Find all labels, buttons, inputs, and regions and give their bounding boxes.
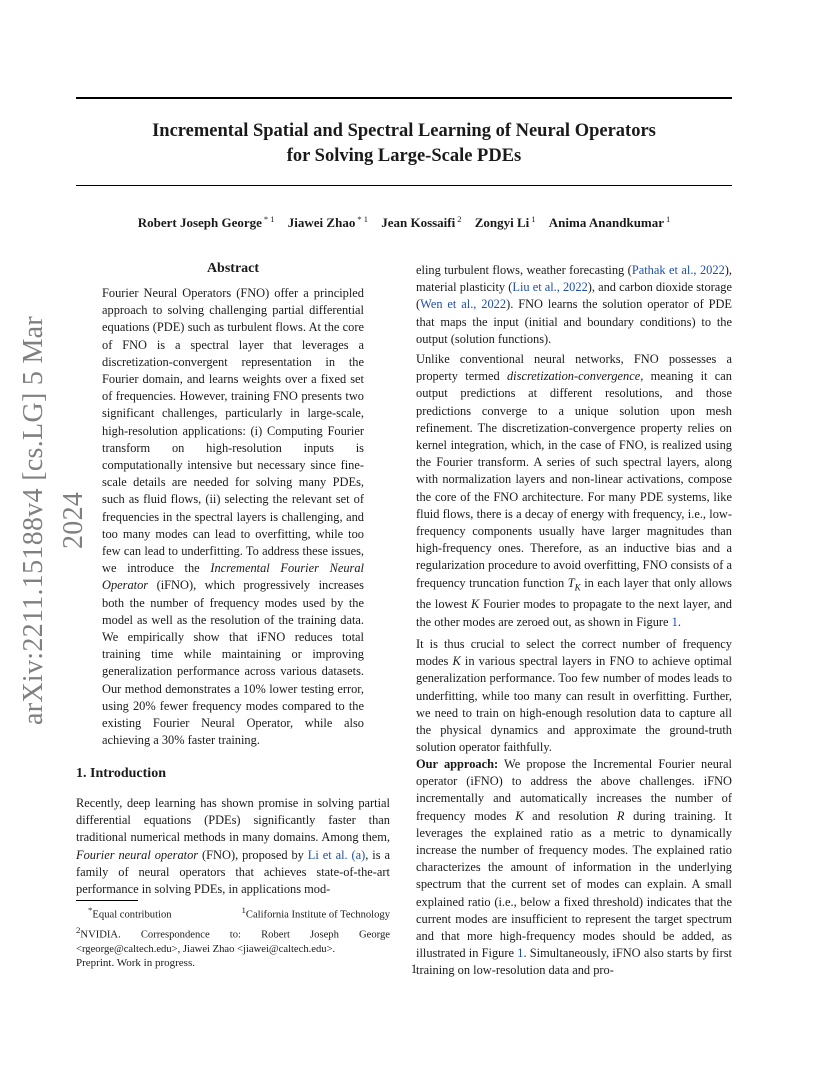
- author: Jiawei Zhao $^{* 1}$: [287, 214, 368, 231]
- citation-link[interactable]: Pathak et al., 2022: [631, 263, 725, 277]
- right-paragraph-3: It is thus crucial to select the correct number of frequency modes K in various spectral layers in FNO to achieve optimal generalization performance. Too few number of modes leads to underfitting, while too many can result in overfitting. Further, we need to train on high-enough resolution data to capture all the physical dynamics and approximate the ground-truth solution operator faithfully.: [416, 637, 733, 755]
- paragraph-lead: Our approach:: [416, 757, 499, 771]
- author: Jean Kossaifi $^2$: [381, 214, 462, 231]
- arxiv-identifier: arXiv:2211.15188v4 [cs.LG] 5 Mar 2024: [18, 315, 89, 725]
- title-line-1: Incremental Spatial and Spectral Learning of Neural Operators: [152, 121, 656, 141]
- figure-link[interactable]: 1: [671, 614, 678, 629]
- math-symbol: T: [567, 575, 575, 590]
- introduction-text: Recently, deep learning has shown promise in solving partial differential equations (PDEs) significantly faster than traditional numerical methods in many domains. Among them, Fourier neural operator (FNO), proposed by Li et al. (a), is a family of neural operators that achieves state-of-the-art performance in solving PDEs, in applications mod-: [76, 796, 390, 897]
- footnote-rule: [76, 900, 138, 901]
- title-line-2: for Solving Large-Scale PDEs: [286, 146, 522, 166]
- math-symbol: K: [471, 597, 480, 612]
- footnote-line-1: *Equal contribution $^1$California Institute of Technology: [88, 905, 390, 921]
- title-rule-top: [76, 97, 732, 99]
- right-paragraph-2: Unlike conventional neural networks, FNO possesses a property termed discretization-convergence, meaning it can output predictions at different resolutions, and those predictions converge to a unique solution upon mesh refinement. The discretization-convergence property relies on kernel integration, which, in the case of FNO, is realized using the Fourier transform. A series of such spectral layers, along with normalization layers and non-linear activations, compose the core of the FNO architecture. For many PDE systems, like fluid flows, there is a decay of energy with frequency, i.e., low-frequency components usually have larger magnitudes than high-frequency ones. Therefore, as an inductive bias and a regularization procedure to avoid overfitting, FNO consists of a frequency truncation function $T_K$ in each layer that only allows the lowest K Fourier modes to propagate to the next layer, and the other modes are zeroed out, as shown in Figure 1.: [416, 352, 732, 629]
- citation-link[interactable]: Liu et al., 2022: [512, 280, 588, 295]
- author: Robert Joseph George $^{* 1}$: [137, 214, 275, 231]
- right-paragraph-1: eling turbulent flows, weather forecasting (Pathak et al., 2022), material plasticity (Liu et al., 2022), and carbon dioxide storage (Wen et al., 2022). FNO learns the solution operator of PDE that maps the input (initial and boundary conditions) to the output (solution functions).: [416, 263, 732, 346]
- author-list: [76, 214, 732, 231]
- citation-link[interactable]: Wen et al., 2022: [420, 297, 507, 312]
- author: Zongyi Li $^1$: [474, 214, 536, 231]
- introduction-heading: 1. Introduction: [76, 766, 166, 781]
- math-symbol: R: [616, 808, 625, 823]
- figure-link[interactable]: 1: [517, 946, 524, 961]
- abstract-text: Fourier Neural Operators (FNO) offer a principled approach to solving challenging partial differential equations (PDE) such as turbulent flows. At the core of FNO is a spectral layer that leverages a discretization-convergent representation in the Fourier domain, and learns weights over a fixed set of frequencies. However, training FNO presents two significant challenges, particularly in large-scale, high-resolution applications: (i) Computing Fourier transform on high-resolution inputs is computationally intensive but necessary since fine-scale details are needed for solving many PDEs, such as fluid flows, (ii) selecting the relevant set of frequencies in the spectral layers is challenging, and too many modes can lead to overfitting, while too few can lead to underfitting. To address these issues, we introduce the Incremental Fourier Neural Operator (iFNO), which progressively increases both the number of frequency modes used by the model as well as the resolution of the training data. We empirically show that iFNO reduces total training time while maintaining or improving generalization performance across various datasets. Our method demonstrates a 10% lower testing error, using 20% fewer frequency modes compared to the existing Fourier Neural Operator, while also achieving a 30% faster training.: [102, 286, 364, 748]
- page-number: 1: [410, 962, 418, 976]
- author: Anima Anandkumar $^1$: [548, 214, 671, 231]
- paper-title: [76, 119, 732, 169]
- citation-link[interactable]: Li et al. (a): [307, 847, 366, 862]
- math-symbol: K: [452, 654, 461, 669]
- title-rule-bottom: [76, 185, 732, 186]
- footnote-line-2: $^2$NVIDIA. Correspondence to: Robert Joseph George <rgeorge@caltech.edu>, Jiawei Zhao <jiawei@caltech.edu>.: [76, 925, 390, 956]
- abstract-heading: Abstract: [206, 261, 260, 276]
- math-symbol: K: [515, 808, 524, 823]
- right-paragraph-4: Our approach: We propose the Incremental Fourier neural operator (iFNO) to address the above challenges. iFNO incrementally and automatically increases the number of frequency modes K and resolution R during training. It leverages the explained ratio as a metric to dynamically increase the number of frequency modes. The explained ratio characterizes the amount of information in the underlying spectrum that the current set of modes can explain. A small explained ratio (i.e., below a fixed threshold) indicates that the current modes are insufficient to represent the target spectrum and that more high-frequency modes should be added, as illustrated in Figure 1. Simultaneously, iFNO also starts by first training on low-resolution data and pro-: [416, 757, 732, 978]
- preprint-notice: Preprint. Work in progress.: [76, 957, 195, 969]
- footnotes: [76, 903, 390, 958]
